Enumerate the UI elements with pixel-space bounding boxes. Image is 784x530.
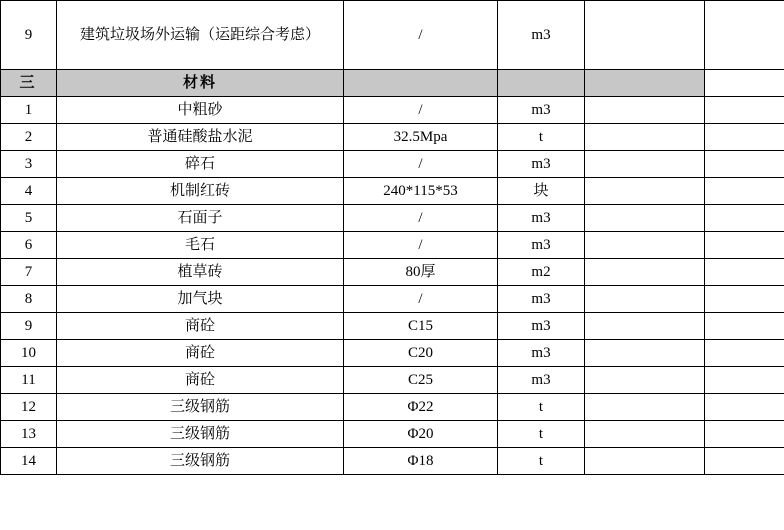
cell-specification[interactable]: / (344, 205, 498, 232)
cell-item-name[interactable]: 三级钢筋 (57, 394, 344, 421)
cell-trailing-blank (705, 448, 784, 475)
cell-extra[interactable] (585, 394, 705, 421)
table-row[interactable] (1, 178, 784, 205)
cell-extra[interactable] (585, 421, 705, 448)
cell-sequence-number[interactable]: 三 (1, 70, 57, 97)
cell-specification[interactable]: C25 (344, 367, 498, 394)
cell-extra[interactable] (585, 124, 705, 151)
cell-sequence-number[interactable]: 14 (1, 448, 57, 475)
cell-item-name[interactable]: 商砼 (57, 340, 344, 367)
cell-trailing-blank (705, 1, 784, 70)
cell-trailing-blank (705, 97, 784, 124)
table-row[interactable] (1, 151, 784, 178)
cell-trailing-blank (705, 70, 784, 97)
table-row[interactable] (1, 313, 784, 340)
cell-specification[interactable]: 32.5Mpa (344, 124, 498, 151)
cell-extra[interactable] (585, 448, 705, 475)
cell-specification[interactable] (344, 70, 498, 97)
cell-item-name[interactable]: 植草砖 (57, 259, 344, 286)
cell-unit[interactable]: 块 (498, 178, 585, 205)
cell-extra[interactable] (585, 151, 705, 178)
cell-specification[interactable]: / (344, 97, 498, 124)
cell-unit[interactable]: t (498, 448, 585, 475)
cell-unit[interactable]: m3 (498, 313, 585, 340)
cell-unit[interactable]: m3 (498, 286, 585, 313)
cell-sequence-number[interactable]: 1 (1, 97, 57, 124)
table-body (1, 1, 784, 475)
table-row[interactable] (1, 124, 784, 151)
cell-item-name[interactable]: 建筑垃圾场外运输（运距综合考虑） (57, 1, 344, 70)
table-row[interactable] (1, 97, 784, 124)
cell-trailing-blank (705, 313, 784, 340)
cell-sequence-number[interactable]: 4 (1, 178, 57, 205)
cell-trailing-blank (705, 421, 784, 448)
cell-item-name[interactable]: 机制红砖 (57, 178, 344, 205)
table-row[interactable] (1, 367, 784, 394)
cell-extra[interactable] (585, 286, 705, 313)
cell-sequence-number[interactable]: 2 (1, 124, 57, 151)
cell-trailing-blank (705, 286, 784, 313)
cell-trailing-blank (705, 259, 784, 286)
cell-item-name[interactable]: 中粗砂 (57, 97, 344, 124)
table-row[interactable] (1, 259, 784, 286)
cell-sequence-number[interactable]: 3 (1, 151, 57, 178)
cell-extra[interactable] (585, 70, 705, 97)
cell-sequence-number[interactable]: 13 (1, 421, 57, 448)
cell-unit[interactable]: m3 (498, 151, 585, 178)
cell-sequence-number[interactable]: 11 (1, 367, 57, 394)
cell-unit[interactable]: m3 (498, 232, 585, 259)
cell-extra[interactable] (585, 232, 705, 259)
cell-specification[interactable]: / (344, 151, 498, 178)
cell-unit[interactable]: m3 (498, 97, 585, 124)
cell-item-name[interactable]: 加气块 (57, 286, 344, 313)
cell-extra[interactable] (585, 205, 705, 232)
cell-item-name[interactable]: 毛石 (57, 232, 344, 259)
cell-specification[interactable]: Φ18 (344, 448, 498, 475)
cell-trailing-blank (705, 151, 784, 178)
cell-trailing-blank (705, 124, 784, 151)
cell-sequence-number[interactable]: 7 (1, 259, 57, 286)
cell-sequence-number[interactable]: 12 (1, 394, 57, 421)
cell-unit[interactable]: m3 (498, 1, 585, 70)
cell-extra[interactable] (585, 97, 705, 124)
cell-item-name[interactable]: 三级钢筋 (57, 448, 344, 475)
cell-sequence-number[interactable]: 6 (1, 232, 57, 259)
cell-specification[interactable]: / (344, 286, 498, 313)
cell-extra[interactable] (585, 340, 705, 367)
cell-item-name[interactable]: 普通硅酸盐水泥 (57, 124, 344, 151)
cell-trailing-blank (705, 232, 784, 259)
cell-item-name[interactable]: 商砼 (57, 313, 344, 340)
cell-sequence-number[interactable]: 10 (1, 340, 57, 367)
cell-specification[interactable]: / (344, 232, 498, 259)
cell-trailing-blank (705, 178, 784, 205)
table-row-section-header[interactable] (1, 70, 784, 97)
table-row[interactable] (1, 205, 784, 232)
cell-trailing-blank (705, 340, 784, 367)
cell-specification[interactable]: C15 (344, 313, 498, 340)
cell-extra[interactable] (585, 313, 705, 340)
cell-extra[interactable] (585, 259, 705, 286)
cell-sequence-number[interactable]: 5 (1, 205, 57, 232)
cell-item-name[interactable]: 商砼 (57, 367, 344, 394)
cell-item-name[interactable]: 碎石 (57, 151, 344, 178)
cell-section-title[interactable]: 材料 (57, 70, 344, 97)
cell-specification[interactable]: 240*115*53 (344, 178, 498, 205)
cell-unit[interactable]: m3 (498, 205, 585, 232)
cell-extra[interactable] (585, 367, 705, 394)
cell-specification[interactable]: C20 (344, 340, 498, 367)
cell-specification[interactable]: Φ20 (344, 421, 498, 448)
cell-specification[interactable]: Φ22 (344, 394, 498, 421)
cell-unit[interactable]: t (498, 421, 585, 448)
cell-trailing-blank (705, 367, 784, 394)
table-row[interactable] (1, 394, 784, 421)
cell-extra[interactable] (585, 178, 705, 205)
table-row[interactable] (1, 1, 784, 70)
cell-sequence-number[interactable]: 9 (1, 313, 57, 340)
cell-unit[interactable]: m2 (498, 259, 585, 286)
cell-unit[interactable] (498, 70, 585, 97)
cell-trailing-blank (705, 394, 784, 421)
cell-sequence-number[interactable]: 9 (1, 1, 57, 70)
cell-specification[interactable]: 80厚 (344, 259, 498, 286)
cell-unit[interactable]: m3 (498, 367, 585, 394)
cell-unit[interactable]: t (498, 394, 585, 421)
cell-unit[interactable]: t (498, 124, 585, 151)
cell-unit[interactable]: m3 (498, 340, 585, 367)
table-row[interactable] (1, 340, 784, 367)
cell-trailing-blank (705, 205, 784, 232)
cell-item-name[interactable]: 三级钢筋 (57, 421, 344, 448)
cell-specification[interactable]: / (344, 1, 498, 70)
table-row[interactable] (1, 232, 784, 259)
cell-sequence-number[interactable]: 8 (1, 286, 57, 313)
cell-item-name[interactable]: 石面子 (57, 205, 344, 232)
cell-extra[interactable] (585, 1, 705, 70)
table-row[interactable] (1, 421, 784, 448)
table-row[interactable] (1, 448, 784, 475)
table-row[interactable] (1, 286, 784, 313)
